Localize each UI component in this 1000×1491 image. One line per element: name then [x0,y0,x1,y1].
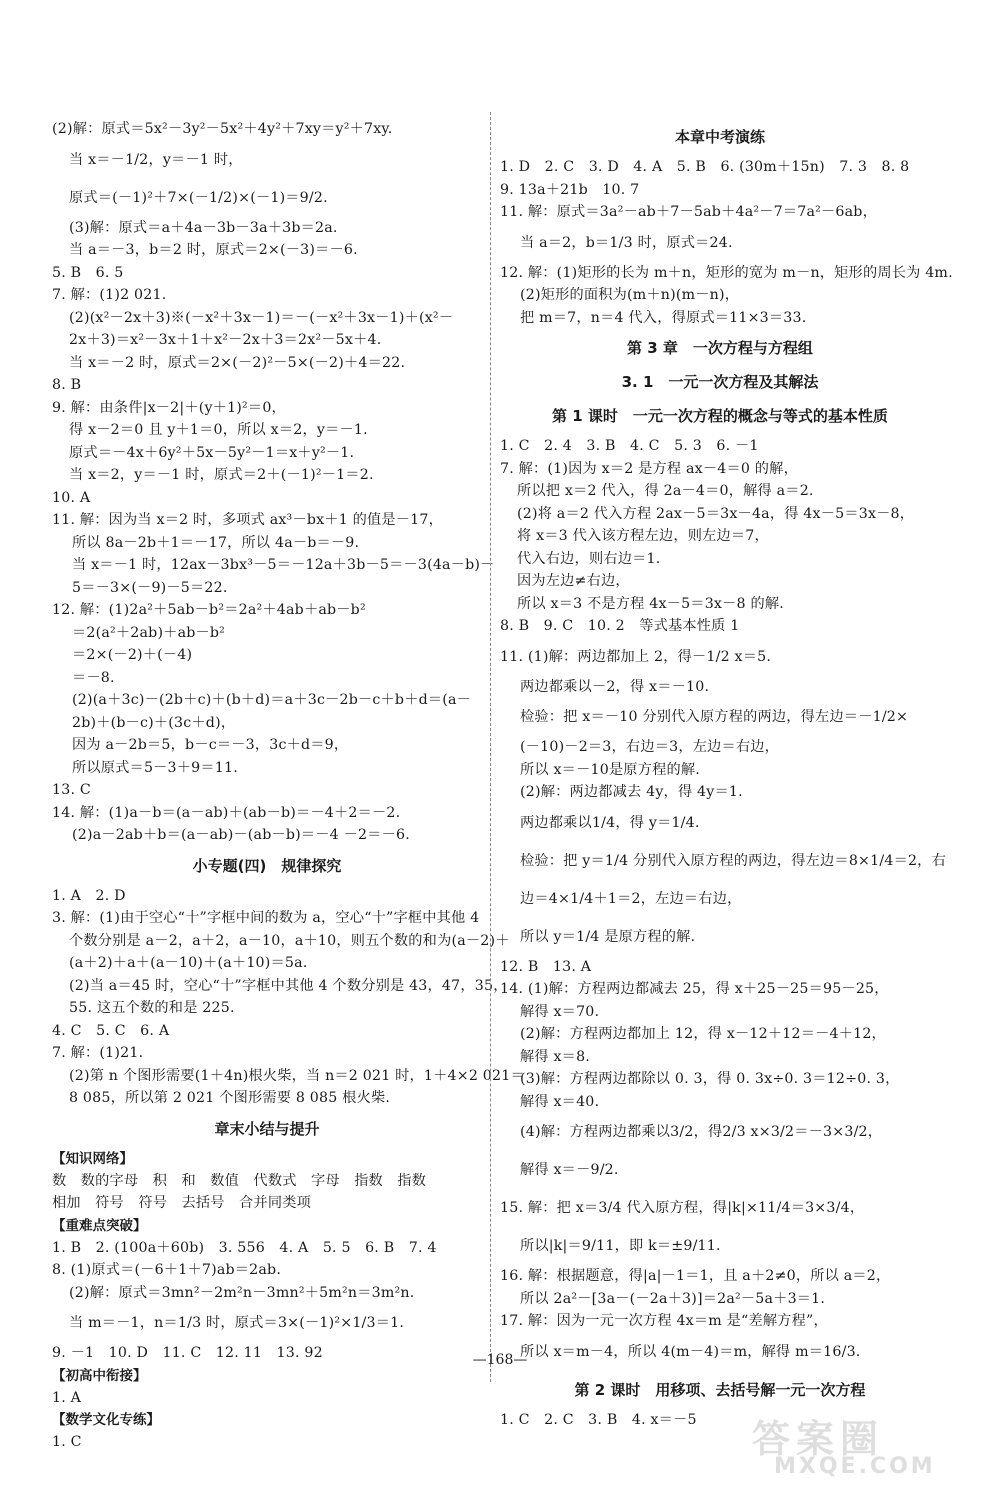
answer-line: 4. C 5. C 6. A [52,1022,170,1039]
section-heading: 第 1 课时 一元一次方程的概念与等式的基本性质 [552,407,888,425]
answer-line: 9. 解：由条件|x－2|＋(y＋1)²＝0， [52,399,286,416]
answer-line: (4)解：方程两边都乘以3/2，得2/3 x×3/2＝－3×3/2， [520,1124,883,1140]
answer-line: 因为左边≠右边， [517,573,630,589]
answer-line: 当 a＝2，b＝1/3 时，原式＝24. [520,234,733,251]
answer-line: 5. B 6. 5 [52,264,124,281]
answer-line: 当 a＝－3，b＝2 时，原式＝2×(－3)＝－6. [69,242,358,258]
answer-line: 数 数的字母 积 和 数值 代数式 字母 指数 指数 [52,1172,427,1189]
answer-line: 所以 y＝1/4 是原方程的解. [520,928,696,945]
page-number: —168— [472,1352,528,1368]
answer-line: 11. (1)解：两边都加上 2，得－1/2 x＝5. [500,648,772,665]
section-heading: 本章中考演练 [674,128,765,146]
answer-line: 1. A 2. D [52,887,126,904]
answer-line: 12. B 13. A [500,958,592,975]
answer-line: 所以 x＝m－4，所以 4(m－4)＝m，解得 m＝16/3. [520,1343,861,1360]
answer-line: (2)解：方程两边都加上 12，得 x－12＋12＝－4＋12， [520,1026,886,1042]
answer-line: 7. 解：(1)2 021. [52,287,167,303]
answer-line: 1. C 2. 4 3. B 4. C 5. 3 6. －1 [500,438,759,454]
answer-line: 检验：把 x＝－10 分别代入原方程的两边，得左边＝－1/2× [520,709,909,725]
watermark-logo [752,1408,982,1484]
answer-line: 将 x＝3 代入该方程左边，则左边＝7， [517,528,769,544]
answer-line: (2)a－2ab＋b＝(a－ab)－(ab－b)＝－4 －2＝－6. [72,827,410,843]
answer-line: (a＋2)＋a＋(a－10)＋(a＋10)＝5a. [69,955,308,971]
answer-line: (2)解：两边都减去 4y，得 4y＝1. [520,784,743,800]
section-heading: 第 2 课时 用移项、去括号解一元一次方程 [574,1380,866,1399]
answer-line: 8. B [52,377,82,393]
answer-line: 12. 解：(1)2a²＋5ab－b²＝2a²＋4ab＋ab－b² [52,602,366,618]
answer-line: 2x＋3)＝x²－3x＋1＋x²－2x＋3＝2x²－5x＋4. [69,332,382,348]
answer-line: 当 x＝－1/2，y＝－1 时， [69,151,243,168]
answer-line: 因为 a－2b＝5，b－c＝－3，3c＋d＝9， [72,737,349,753]
answer-line: 当 x＝2，y＝－1 时，原式＝2＋(－1)²－1＝2. [69,467,374,483]
answer-line: (2)矩形的面积为(m＋n)(m－n)， [520,287,740,303]
section-heading: 小专题(四) 规律探究 [192,856,342,875]
answer-line: ＝2(a²＋2ab)＋ab－b² [72,624,226,641]
answer-line: 解得 x＝8. [520,1048,591,1065]
subsection-heading: 【初高中衔接】 [52,1367,147,1384]
answer-line: 7. 解：(1)因为 x＝2 是方程 ax－4＝0 的解， [500,460,798,477]
answer-line: 1. A [52,1389,82,1406]
answer-line: 11. 解：因为当 x＝2 时，多项式 ax³－bx＋1 的值是－17， [52,512,444,528]
answer-line: 1. C [52,1434,82,1450]
answer-line: 检验：把 y＝1/4 分别代入原方程的两边，得左边＝8×1/4＝2，右 [520,852,946,869]
answer-line: (2)(a＋3c)－(2b＋c)＋(b＋d)＝a＋3c－2b－c＋b＋d＝(a－ [72,692,472,708]
answer-line: ＝2×(－2)＋(－4) [72,647,193,663]
answer-line: 两边都乘以1/4，得 y＝1/4. [520,814,700,831]
answer-line: 当 x＝－1 时，12ax－3bx³－5＝－12a＋3b－5＝－3(4a－b)－ [72,557,495,573]
answer-line: 16. 解：根据题意，得|a|－1＝1，且 a＋2≠0，所以 a＝2， [500,1268,891,1284]
answer-line: 14. 解：(1)a－b＝(a－ab)＋(ab－b)＝－4＋2＝－2. [52,804,401,821]
answer-line: 1. C 2. C 3. B 4. x＝－5 [500,1411,697,1428]
answer-line: 11. 解：原式＝3a²－ab＋7－5ab＋4a²－7＝7a²－6ab， [500,204,877,220]
answer-line: 2b)＋(b－c)＋(3c＋d)， [72,714,236,731]
answer-line: 8 085，所以第 2 021 个图形需要 8 085 根火柴. [69,1090,391,1106]
answer-line: 所以把 x＝2 代入，得 2a－4＝0，解得 a＝2. [517,483,814,499]
answer-line: 15. 解：把 x＝3/4 代入原方程，得|k|×11/4＝3×3/4， [500,1200,865,1216]
answer-line: 1. D 2. C 3. D 4. A 5. B 6. (30m＋15n) 7. 3 8. 8 [500,159,910,175]
answer-line: 解得 x＝－9/2. [520,1162,619,1178]
answer-line: 得 x－2＝0 且 y＋1＝0，所以 x＝2，y＝－1. [69,422,368,438]
answer-line: 两边都乘以－2，得 x＝－10. [520,678,710,695]
answer-line: 12. 解：(1)矩形的长为 m＋n，矩形的宽为 m－n，矩形的周长为 4m. [500,264,953,281]
answer-line: 1. B 2. (100a＋60b) 3. 556 4. A 5. 5 6. B 7. 4 [52,1239,437,1256]
answer-line: (2)将 a＝2 代入方程 2ax－5＝3x－4a，得 4x－5＝3x－8， [517,505,915,522]
subsection-heading: 【数学文化专练】 [52,1412,160,1428]
answer-line: (2)当 a＝45 时，空心“十”字框中其他 4 个数分别是 43，47，35， [69,977,508,994]
answer-line: 所以 x＝3 不是方程 4x－5＝3x－8 的解. [517,595,784,612]
answer-line: 14. (1)解：方程两边都减去 25，得 x＋25－25＝95－25， [500,981,889,997]
section-heading: 第 3 章 一次方程与方程组 [627,339,813,357]
answer-line: 所以 2a²－[3a－(－2a＋3)]＝2a²－5a＋3＝1. [520,1290,826,1307]
answer-line: (2)(x²－2x＋3)※(－x²＋3x－1)＝－(－x²＋3x－1)＋(x²－ [69,309,454,326]
section-heading: 3. 1 一元一次方程及其解法 [621,373,819,391]
answer-line: 把 m＝7，n＝4 代入，得原式＝11×3＝33. [520,309,807,326]
answer-line: 相加 符号 符号 去括号 合并同类项 [52,1195,311,1211]
answer-line: 9. 13a＋21b 10. 7 [500,181,640,198]
watermark-text: 答案圈 [752,1417,885,1461]
answer-line: 3. 解：(1)由于空心“十”字框中间的数为 a，空心“十”字框中其他 4 [52,910,480,926]
answer-line: 原式＝(－1)²＋7×(－1/2)×(－1)＝9/2. [69,189,328,206]
answer-line: (3)解：原式＝a＋4a－3b－3a＋3b＝2a. [69,219,338,236]
answer-line: (2)解：原式＝5x²－3y²－5x²＋4y²＋7xy＝y²＋7xy. [52,121,393,137]
answer-line: 10. A [52,489,91,506]
answer-line: 当 m＝－1，n＝1/3 时，原式＝3×(－1)²×1/3＝1. [69,1315,405,1331]
answer-line: 解得 x＝40. [520,1093,600,1110]
answer-line: 当 x＝－2 时，原式＝2×(－2)²－5×(－2)＋4＝22. [69,354,406,371]
answer-line: 5＝－3×(－9)－5＝22. [72,579,228,596]
answer-line: 原式＝－4x＋6y²＋5x－5y²－1＝x＋y²－1. [69,444,355,461]
answer-line: 边＝4×1/4＋1＝2，左边＝右边， [520,890,742,907]
answer-line: 9. －1 10. D 11. C 12. 11 13. 92 [52,1345,323,1361]
answer-line: (2)解：原式＝3mn²－2m²n－3mn²＋5m²n＝3m²n. [69,1284,415,1301]
answer-line: 55. 这五个数的和是 225. [69,1000,235,1016]
answer-line: 所以 8a－2b＋1＝－17，所以 4a－b＝－9. [72,534,360,551]
answer-line: 13. C [52,782,91,798]
answer-line: 7. 解：(1)21. [52,1045,144,1061]
answer-line: 个数分别是 a－2，a＋2，a－10，a＋10，则五个数的和为(a－2)＋ [69,932,510,949]
answer-line: 代入右边，则右边＝1. [517,550,661,567]
answer-line: 8. (1)原式＝(－6＋1＋7)ab＝2ab. [52,1262,282,1278]
answer-line: 17. 解：因为一元一次方程 4x＝m 是“差解方程”， [500,1313,828,1329]
answer-line: 所以 x＝－10是原方程的解. [520,761,700,778]
section-heading: 章末小结与提升 [214,1119,320,1138]
column-divider [490,112,491,1382]
subsection-heading: 【重难点突破】 [52,1217,147,1234]
answer-line: 所以|k|＝9/11，即 k＝±9/11. [520,1238,721,1254]
answer-line: (－10)－2＝3，右边＝3，左边＝右边， [520,739,780,755]
answer-line: (2)第 n 个图形需要(1＋4n)根火柴，当 n＝2 021 时，1＋4×2 021＝ [69,1067,525,1084]
watermark-url: MXQE.COM [774,1454,936,1479]
answer-line: 解得 x＝70. [520,1003,600,1020]
answer-line: 所以原式＝5－3＋9＝11. [72,759,238,776]
answer-line: ＝－8. [72,669,115,686]
answer-line: (3)解：方程两边都除以 0. 3，得 0. 3x÷0. 3＝12÷0. 3， [520,1071,900,1087]
answer-line: 8. B 9. C 10. 2 等式基本性质 1 [500,618,740,634]
right-column [500,118,953,1431]
subsection-heading: 【知识网络】 [52,1150,133,1167]
